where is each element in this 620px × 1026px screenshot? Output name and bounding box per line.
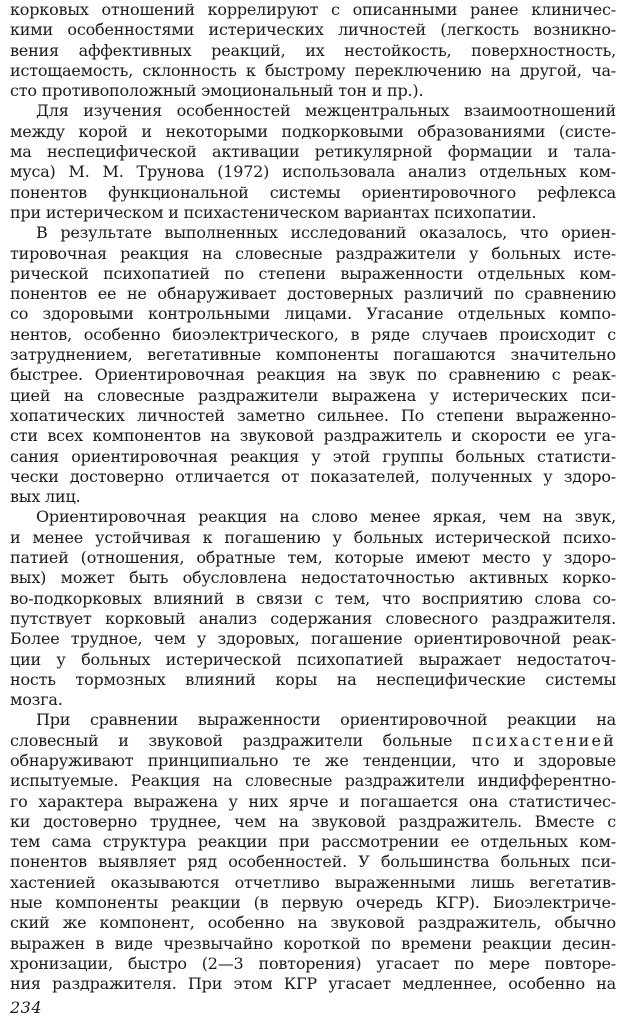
text-line-content: ки достоверно труднее, чем на звуковой раздражитель. Вместе с: [10, 811, 616, 831]
text-line-content: цией на словесные раздражители выражена у истерических пси-: [10, 385, 616, 405]
text-line: [10, 954, 616, 974]
text-line: [10, 345, 616, 365]
text-line: [10, 934, 616, 954]
text-line: [10, 528, 616, 548]
text-line-content: Более трудное, чем у здоровых, погашение ориентировочной реак-: [10, 629, 616, 649]
page-number: 234: [10, 998, 43, 1017]
text-line-content: путствует корковый анализ содержания словесного раздражителя.: [10, 608, 616, 628]
text-line: [10, 447, 616, 467]
text-line: [10, 284, 616, 304]
text-line: [10, 406, 616, 426]
text-line: [10, 183, 616, 203]
text-line-content: ность тормозных влияний коры на неспецифические системы: [10, 669, 616, 689]
text-line: [10, 386, 616, 406]
text-line: [10, 974, 616, 994]
body-text: [10, 0, 616, 995]
text-line: [10, 852, 616, 872]
text-line-content: Ориентировочная реакция на слово менее яркая, чем на звук,: [36, 507, 616, 527]
text-line: [10, 832, 616, 852]
text-line-content: и менее устойчивая к погашению у больных истерической психо-: [10, 527, 616, 547]
text-line: [10, 771, 616, 791]
text-line: [10, 426, 616, 446]
text-line-content: нентов, особенно биоэлектрического, в ряде случаев происходит с: [10, 324, 616, 344]
text-line-content: затруднением, вегетативные компоненты погашаются значительно: [10, 345, 616, 365]
text-line-content: выражен в виде чрезвычайно короткой по времени реакции десин-: [10, 933, 616, 953]
text-line-content: го характера выражена у них ярче и погашается она статистичес-: [10, 791, 616, 811]
text-line: [10, 142, 616, 162]
text-line-content: словесный и звуковой раздражители больные: [10, 730, 472, 750]
emphasized-term: психастенией: [472, 730, 616, 750]
text-line: [10, 244, 616, 264]
text-line-content: ции у больных истерической психопатией выражает недостаточ-: [10, 649, 616, 669]
text-line: [10, 792, 616, 812]
text-line: [10, 304, 616, 324]
text-line-content: В результате выполненных исследований оказалось, что ориен-: [36, 223, 616, 243]
text-line: [10, 568, 616, 588]
text-line-content: ния раздражителя. При этом КГР угасает медленнее, особенно на: [10, 974, 616, 994]
text-line: [10, 507, 616, 527]
text-line: [10, 893, 616, 913]
text-line: [10, 812, 616, 832]
text-line-content: истощаемость, склонность к быстрому переключению на другой, ча-: [10, 60, 616, 80]
text-line: [10, 751, 616, 771]
text-line-content: хастенией оказываются отчетливо выраженными лишь вегетатив-: [10, 872, 616, 892]
text-line-content: понентов выявляет ряд особенностей. У большинства больных пси-: [10, 852, 616, 872]
text-line-content: кими особенностями истерических личностей (легкость возникно-: [10, 20, 616, 40]
text-line-content: вых лиц.: [10, 487, 81, 507]
text-line: [10, 264, 616, 284]
text-line: [10, 41, 616, 61]
text-line-content: вения аффективных реакций, их нестойкость, поверхностность,: [10, 40, 616, 60]
text-line: [10, 467, 616, 487]
text-line-content: муса) М. М. Трунова (1972) использовала анализ отдельных ком-: [10, 162, 616, 182]
book-page: [10, 0, 616, 1026]
text-line: [10, 548, 616, 568]
text-line-content: вых) может быть обусловлена недостаточностью активных корко-: [10, 568, 616, 588]
text-line-content: быстрее. Ориентировочная реакция на звук по сравнению с реак-: [10, 365, 616, 385]
text-line-content: сто противоположный эмоциональный тон и пр.).: [10, 81, 424, 101]
text-line: [10, 162, 616, 182]
text-line: [10, 731, 616, 751]
text-line-content: ные компоненты реакции (в первую очередь КГР). Биоэлектриче-: [10, 893, 616, 913]
text-line: [10, 710, 616, 730]
text-line-content: мозга.: [10, 690, 63, 710]
text-line-content: между корой и некоторыми подкорковыми образованиями (систе-: [10, 121, 616, 141]
text-line-content: понентов ее не обнаруживает достоверных различий по сравнению: [10, 284, 616, 304]
text-line-content: корковых отношений коррелируют с описанными ранее клиничес-: [10, 0, 616, 19]
text-line: [10, 650, 616, 670]
text-line-content: хопатических личностей заметно сильнее. По степени выраженно-: [10, 405, 616, 425]
text-line-content: сания ориентировочная реакция у этой группы больных статисти-: [10, 446, 616, 466]
text-line-content: рической психопатией по степени выраженности отдельных ком-: [10, 263, 616, 283]
text-line-content: испытуемые. Реакция на словесные раздражители индифферентно-: [10, 771, 616, 791]
text-line-content: ский же компонент, особенно на звуковой раздражитель, обычно: [10, 913, 616, 933]
text-line: [10, 122, 616, 142]
text-line: [10, 0, 616, 20]
text-line: [10, 101, 616, 121]
text-line: [10, 913, 616, 933]
text-line: [10, 81, 616, 101]
text-line-content: Для изучения особенностей межцентральных взаимоотношений: [36, 101, 616, 121]
text-line: [10, 61, 616, 81]
text-line-content: ма неспецифической активации ретикулярной формации и тала-: [10, 142, 616, 162]
text-line-content: патией (отношения, обратные тем, которые имеют место у здоро-: [10, 548, 616, 568]
text-line: [10, 690, 616, 710]
text-line: [10, 20, 616, 40]
text-line: [10, 325, 616, 345]
text-line-content: обнаруживают принципиально те же тенденции, что и здоровые: [10, 750, 616, 770]
text-line: [10, 609, 616, 629]
text-line-content: При сравнении выраженности ориентировочной реакции на: [36, 710, 616, 730]
text-line: [10, 589, 616, 609]
text-line-content: тем сама структура реакции при рассмотрении ее отдельных ком-: [10, 832, 616, 852]
text-line-content: понентов функциональной системы ориентировочного рефлекса: [10, 182, 616, 202]
text-line: [10, 487, 616, 507]
text-line-content: при истерическом и психастеническом вариантах психопатии.: [10, 202, 537, 222]
text-line-content: сти всех компонентов на звуковой раздражитель и скорости ее уга-: [10, 426, 616, 446]
text-line: [10, 670, 616, 690]
text-line-content: тировочная реакция на словесные раздражители у больных исте-: [10, 243, 616, 263]
text-line: [10, 365, 616, 385]
text-line: [10, 629, 616, 649]
text-line: [10, 223, 616, 243]
text-line-content: чески достоверно отличается от показателей, полученных у здоро-: [10, 466, 616, 486]
text-line-content: во-подкорковых влияний в связи с тем, что восприятию слова со-: [10, 588, 616, 608]
text-line-content: хронизации, быстро (2—3 повторения) угасает по мере повторе-: [10, 953, 616, 973]
text-line: [10, 203, 616, 223]
text-line: [10, 873, 616, 893]
text-line-content: со здоровыми контрольными лицами. Угасание отдельных компо-: [10, 304, 616, 324]
